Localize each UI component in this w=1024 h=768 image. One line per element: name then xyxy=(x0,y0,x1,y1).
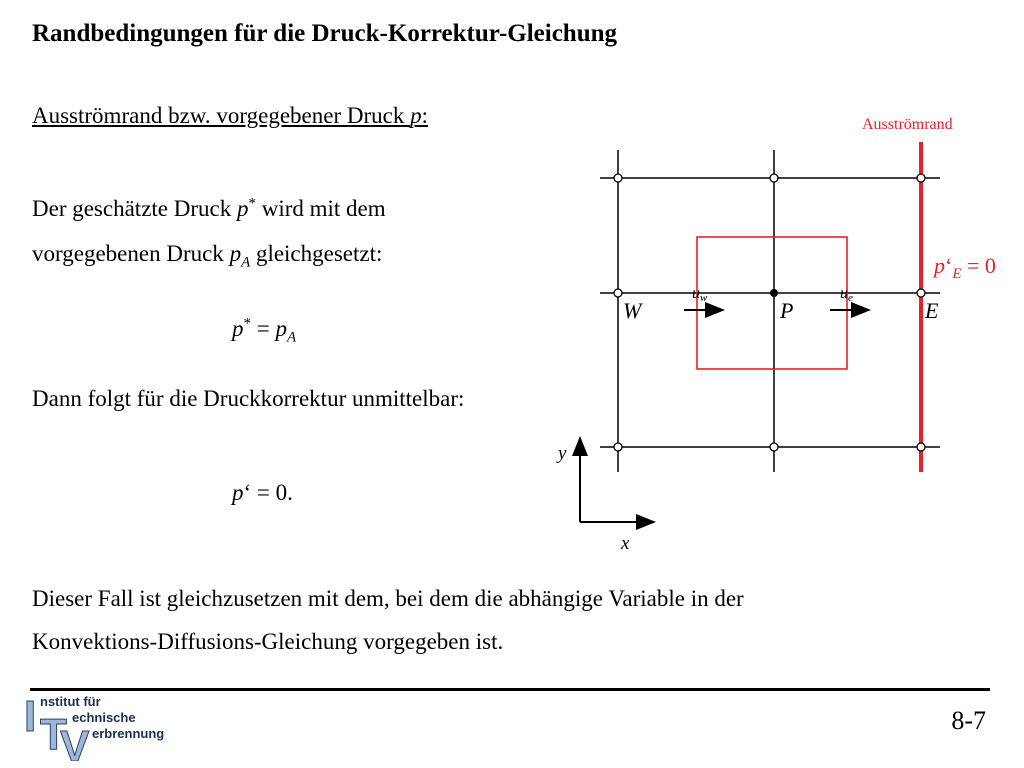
logo-line-2: echnische xyxy=(72,710,136,725)
paragraph-line-2: vorgegebenen Druck $p_A$ gleichgesetzt: xyxy=(32,241,383,271)
logo-line-3: erbrennung xyxy=(92,726,165,741)
node-nw xyxy=(614,174,622,182)
node-s xyxy=(770,443,778,451)
boundary-label: Ausströmrand xyxy=(862,116,953,133)
x-axis-label: x xyxy=(621,533,630,554)
node-w xyxy=(614,289,622,297)
velocity-label-uw: uw xyxy=(692,285,708,304)
logo-letter-t: T xyxy=(40,710,67,759)
node-p xyxy=(770,289,778,297)
logo-letter-v: V xyxy=(60,722,90,761)
formula-pprime-zero: p‘ = 0. xyxy=(232,480,293,505)
paragraph-line-1: Der geschätzte Druck p* wird mit dem xyxy=(32,195,386,221)
y-axis-label: y xyxy=(558,443,567,464)
section-heading: Ausströmrand bzw. vorgegebener Druck p: xyxy=(32,103,428,128)
conclusion-line-1: Dieser Fall ist gleichzusetzen mit dem, bei dem die abhängige Variable in der xyxy=(32,586,744,611)
conclusion-line-2: Konvektions-Diffusions-Gleichung vorgegeben ist. xyxy=(32,629,504,654)
velocity-label-ue: ue xyxy=(840,285,853,304)
logo-letter-i: I xyxy=(24,692,37,741)
node-sw xyxy=(614,443,622,451)
grid-lines xyxy=(600,150,940,472)
boundary-condition-label: $p‘_E = 0$ xyxy=(934,253,996,282)
grid-nodes xyxy=(614,174,925,451)
node-ne xyxy=(917,174,925,182)
institute-logo xyxy=(22,691,202,761)
node-se xyxy=(917,443,925,451)
page-number: 8-7 xyxy=(951,706,986,735)
control-volume-rect xyxy=(697,237,847,369)
node-label-e: E xyxy=(925,298,939,323)
node-n xyxy=(770,174,778,182)
node-label-w: W xyxy=(623,298,642,323)
logo-line-1: nstitut für xyxy=(40,694,101,709)
paragraph-druckkorrektur: Dann folgt für die Druckkorrektur unmittelbar: xyxy=(32,386,465,411)
formula-pstar-equals-pa: $p^* = p_A$ xyxy=(232,315,297,346)
node-e xyxy=(917,289,925,297)
page-title: Randbedingungen für die Druck-Korrektur-Gleichung xyxy=(32,20,618,47)
node-label-p: P xyxy=(780,298,794,323)
